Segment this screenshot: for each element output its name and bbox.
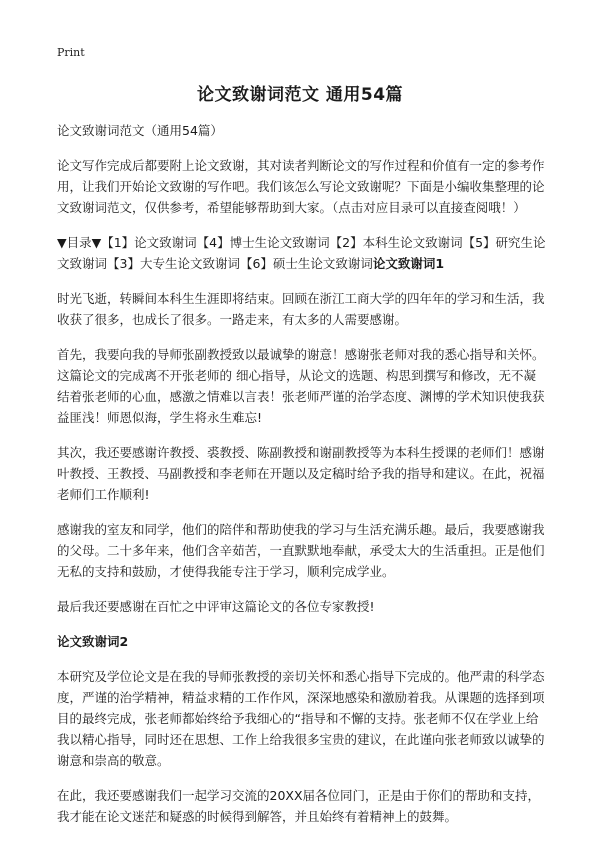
section-1-heading: 论文致谢词1 xyxy=(372,256,445,271)
table-of-contents xyxy=(57,232,547,274)
intro-paragraph: 论文写作完成后都要附上论文致谢，其对读者判断论文的写作过程和价值有一定的参考作用，让我们开始论文致谢的写作吧。我们该怎么写论文致谢呢？下面是小编收集整理的论文致谢词范文，仅供参考，希望能够帮助到大家。（点击对应目录可以直接查阅哦！） xyxy=(57,158,545,215)
section-2-paragraph-2: 在此，我还要感谢我们一起学习交流的20XX届各位同门，正是由于你们的帮助和支持，我才能在论文迷茫和疑惑的时候得到解答，并且始终有着精神上的鼓舞。 xyxy=(57,788,541,824)
section-1-paragraph-4: 感谢我的室友和同学，他们的陪伴和帮助使我的学习与生活充满乐趣。最后，我要感谢我的父母。二十多年来，他们含辛茹苦，一直默默地奉献，承受太大的生活重担。正是他们无私的支持和鼓励，才使得我能专注于学习，顺利完成学业。 xyxy=(57,522,545,579)
section-1-paragraph-3: 其次，我还要感谢许教授、裘教授、陈副教授和谢副教授等为本科生授课的老师们！感谢叶教授、王教授、马副教授和李老师在开题以及定稿时给予我的指导和建议。在此，祝福老师们工作顺利! xyxy=(57,445,545,502)
section-2-paragraph-1: 本研究及学位论文是在我的导师张教授的亲切关怀和悉心指导下完成的。他严肃的科学态度，严谨的治学精神，精益求精的工作作风，深深地感染和激励着我。从课题的选择到项目的最终完成，张老师都始终给予我细心的“指导和不懈的支持。张老师不仅在学业上给我以精心指导，同时还在思想、工作上给我很多宝贵的建议，在此谨向张老师致以诚挚的谢意和崇高的敬意。 xyxy=(57,669,545,768)
document-body xyxy=(57,120,547,841)
print-label[interactable]: Print xyxy=(57,46,85,59)
section-1-paragraph-1: 时光飞逝，转瞬间本科生生涯即将结束。回顾在浙江工商大学的四年年的学习和生活，我收获了很多，也成长了很多。一路走来，有太多的人需要感谢。 xyxy=(57,291,545,327)
section-2-heading: 论文致谢词2 xyxy=(57,634,129,649)
page-title: 论文致谢词范文 通用54篇 xyxy=(196,85,404,105)
document-subtitle: 论文致谢词范文（通用54篇） xyxy=(57,123,223,138)
section-1-paragraph-2: 首先，我要向我的导师张副教授致以最诚挚的谢意！感谢张老师对我的悉心指导和关怀。这篇论文的完成离不开张老师的 细心指导，从论文的选题、构思到撰写和修改，无不凝结着张老师的心血，感激之情难以言表！张老师严谨的治学态度、渊博的学术知识使我获益匪浅！师恩似海，学生将永生难忘! xyxy=(57,347,545,425)
toc-links[interactable]: ▼目录▼【1】论文致谢词【4】博士生论文致谢词【2】本科生论文致谢词【5】研究生论文致谢词【3】大专生论文致谢词【6】硕士生论文致谢词 xyxy=(57,235,546,271)
section-1-paragraph-5: 最后我还要感谢在百忙之中评审这篇论文的各位专家教授! xyxy=(57,599,375,614)
